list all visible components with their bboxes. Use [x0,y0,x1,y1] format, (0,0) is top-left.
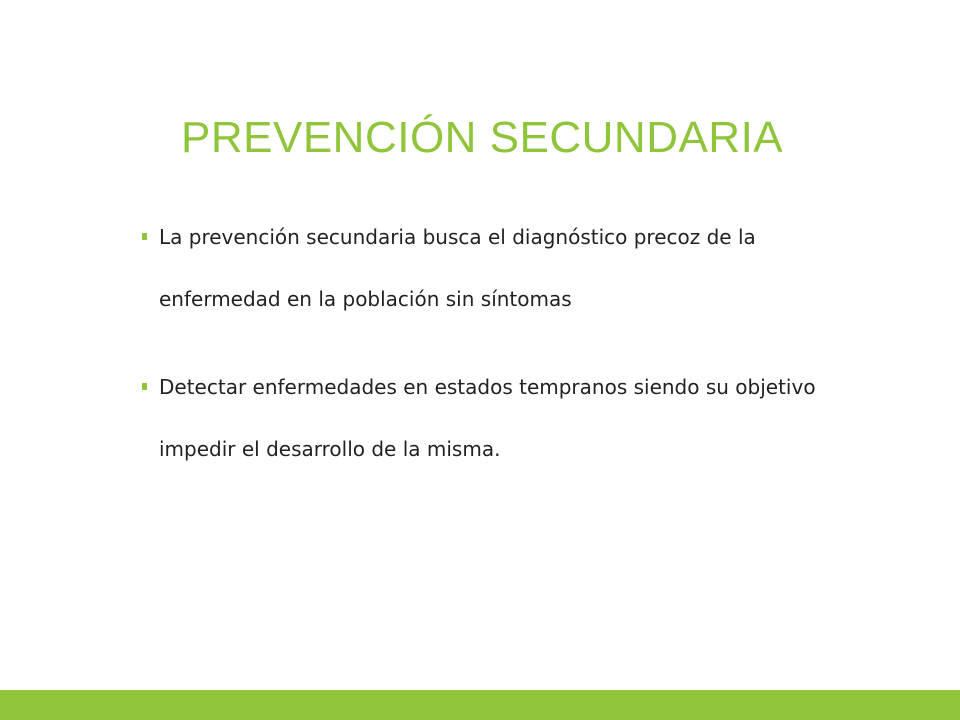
slide-title: PREVENCIÓN SECUNDARIA [181,113,784,162]
square-bullet-icon [142,383,147,390]
bullet-item [130,356,830,480]
bottom-accent-bar [0,690,960,720]
bullet-item [130,206,830,330]
bullet-list [130,206,830,506]
bullet-text: Detectar enfermedades en estados tempranos siendo su objetivo impedir el desarrollo de la misma. [159,375,816,461]
bullet-text: La prevención secundaria busca el diagnóstico precoz de la enfermedad en la población sin síntomas [159,225,756,311]
square-bullet-icon [142,233,147,240]
